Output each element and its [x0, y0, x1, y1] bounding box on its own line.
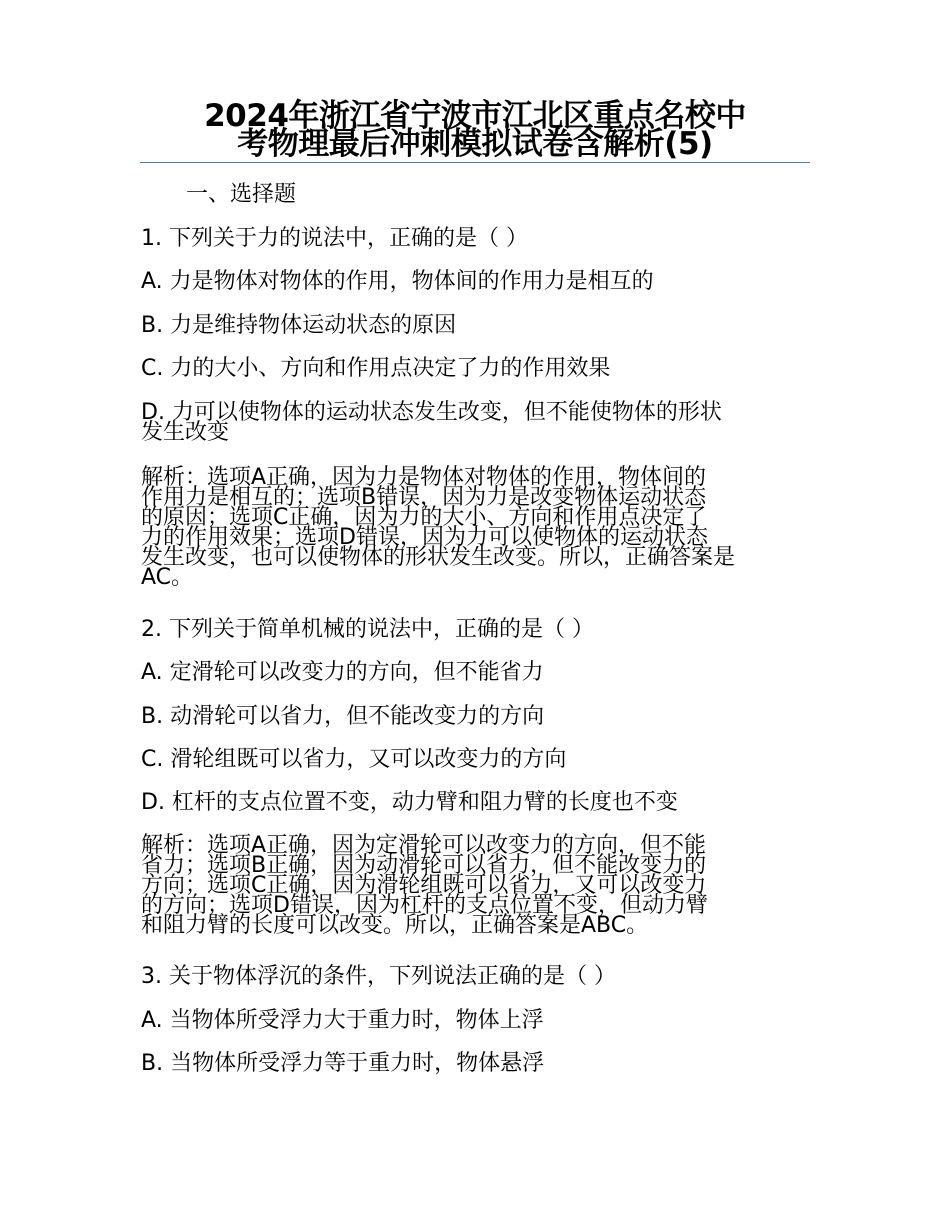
analysis-line: 的方向；选项D错误，因为杠杆的支点位置不变，但动力臂	[141, 893, 708, 918]
question-2-option-a: A. 定滑轮可以改变力的方向，但不能省力	[141, 660, 544, 685]
analysis-line: 发生改变，也可以使物体的形状发生改变。所以，正确答案是	[141, 545, 736, 570]
option-d-line: 发生改变	[141, 420, 230, 445]
question-2-analysis	[141, 833, 813, 938]
analysis-line: 解析：选项A正确，因为定滑轮可以改变力的方向，但不能	[141, 833, 707, 858]
analysis-line: 力的作用效果；选项D错误，因为力可以使物体的运动状态	[141, 525, 708, 550]
analysis-line: 省力；选项B正确，因为动滑轮可以省力，但不能改变力的	[141, 853, 707, 878]
section-heading: 一、选择题	[186, 182, 297, 207]
question-1-option-a: A. 力是物体对物体的作用，物体间的作用力是相互的	[141, 269, 654, 294]
question-1-option-c: C. 力的大小、方向和作用点决定了力的作用效果	[141, 356, 611, 381]
question-3-stem: 3. 关于物体浮沉的条件，下列说法正确的是（ ）	[141, 964, 616, 989]
question-1-stem: 1. 下列关于力的说法中，正确的是（ ）	[141, 226, 528, 251]
question-2-option-d: D. 杠杆的支点位置不变，动力臂和阻力臂的长度也不变	[141, 790, 678, 815]
question-2-stem: 2. 下列关于简单机械的说法中，正确的是（ ）	[141, 617, 594, 642]
question-2-option-b: B. 动滑轮可以省力，但不能改变力的方向	[141, 704, 545, 729]
question-3-option-a: A. 当物体所受浮力大于重力时，物体上浮	[141, 1008, 544, 1033]
analysis-line: 方向；选项C正确，因为滑轮组既可以省力，又可以改变力	[141, 873, 707, 898]
title-line-2: 考物理最后冲刺模拟试卷含解析(5)	[237, 126, 713, 162]
question-2-option-c: C. 滑轮组既可以省力，又可以改变力的方向	[141, 747, 567, 772]
document-title	[140, 98, 810, 163]
analysis-line: 解析：选项A正确，因为力是物体对物体的作用，物体间的	[141, 465, 707, 490]
question-1-option-b: B. 力是维持物体运动状态的原因	[141, 313, 457, 338]
title-line-1: 2024年浙江省宁波市江北区重点名校中	[204, 98, 746, 134]
question-3-option-b: B. 当物体所受浮力等于重力时，物体悬浮	[141, 1051, 545, 1076]
analysis-line: AC。	[141, 565, 194, 590]
analysis-line: 和阻力臂的长度可以改变。所以，正确答案是ABC。	[141, 913, 649, 938]
analysis-line: 作用力是相互的；选项B错误，因为力是改变物体运动状态	[141, 485, 707, 510]
question-1-analysis	[141, 465, 813, 590]
analysis-line: 的原因；选项C正确，因为力的大小、方向和作用点决定了	[141, 505, 707, 530]
question-1-option-d	[141, 400, 813, 445]
option-d-line: D. 力可以使物体的运动状态发生改变，但不能使物体的形状	[141, 400, 722, 425]
